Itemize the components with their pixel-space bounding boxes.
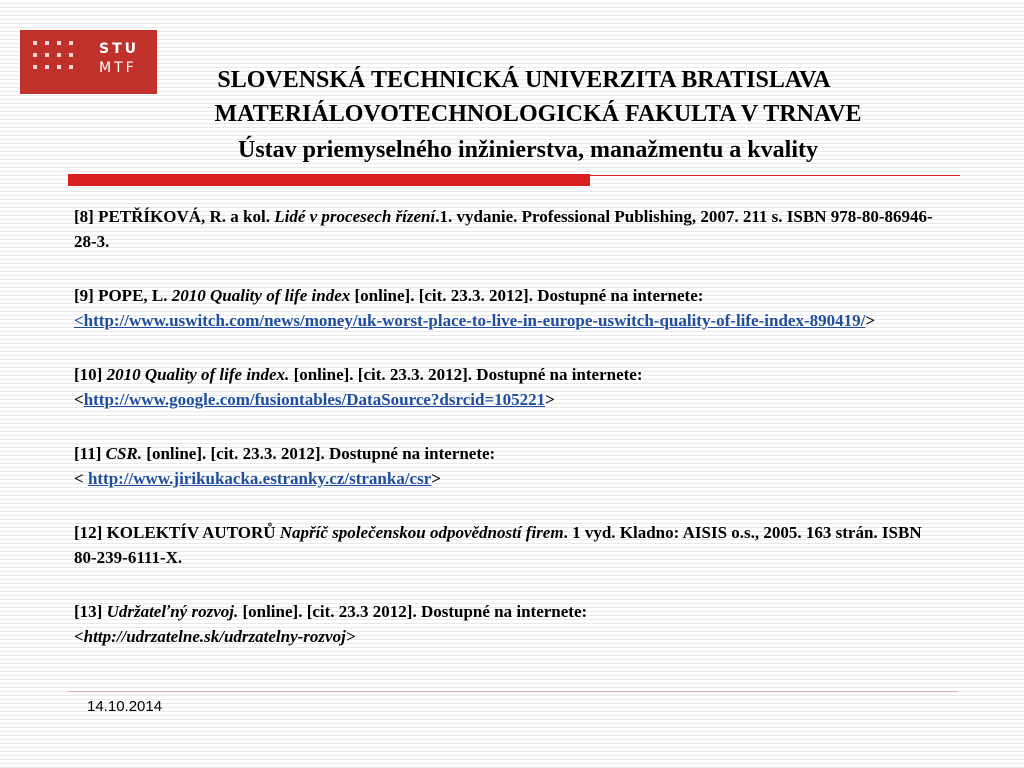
header-institute: Ústav priemyselného inžinierstva, manažmentu a kvality [238,137,818,163]
header-thin-rule [590,175,960,176]
reference-list [74,204,944,649]
reference-8-title: Lidé v procesech řízení [274,207,436,226]
reference-9: [9] POPE, L. 2010 Quality of life index [online]. [cit. 23.3. 2012]. Dostupné na internete: <http://www.uswitch.com/news/money/uk-worst-place-to-live-in-europe-uswitch-quality-of-life-index-890419/> [74,286,876,330]
reference-10: [10] 2010 Quality of life index. [online]. [cit. 23.3. 2012]. Dostupné na internete: <http://www.google.com/fusiontables/DataSource?dsrcid=105221> [74,365,643,409]
logo-dot-grid [33,41,73,69]
header-university: SLOVENSKÁ TECHNICKÁ UNIVERZITA BRATISLAVA [217,67,831,93]
footer-rule [68,691,958,692]
reference-13-url: <http://udrzatelne.sk/udrzatelny-rozvoj> [74,627,356,646]
reference-10-title: 2010 Quality of life index. [106,365,290,384]
reference-11-link[interactable]: http://www.jirikukacka.estranky.cz/stranka/csr [87,469,432,488]
reference-8: [8] PETŘÍKOVÁ, R. a kol. Lidé v procesech řízení.1. vydanie. Professional Publishing, 2007. 211 s. ISBN 978-80-86946-28-3. [74,207,933,251]
reference-13: [13] Udržateľný rozvoj. [online]. [cit. 23.3 2012]. Dostupné na internete: <http://udrzatelne.sk/udrzatelny-rozvoj> [74,602,588,646]
logo-text-mtf: MTF [99,60,137,76]
reference-9-title: 2010 Quality of life index [171,286,351,305]
reference-11: [11] CSR. [online]. [cit. 23.3. 2012]. Dostupné na internete: < http://www.jirikukacka.estranky.cz/stranka/csr> [74,444,496,488]
footer-date: 14.10.2014 [87,698,163,715]
reference-10-link[interactable]: http://www.google.com/fusiontables/DataSource?dsrcid=105221 [83,390,546,409]
header-red-bar [68,174,590,186]
reference-13-title: Udržateľný rozvoj. [106,602,239,621]
reference-11-title: CSR. [105,444,143,463]
header-faculty: MATERIÁLOVOTECHNOLOGICKÁ FAKULTA V TRNAVE [214,101,862,127]
logo-text-stu: STU [99,41,140,57]
reference-9-link[interactable]: <http://www.uswitch.com/news/money/uk-worst-place-to-live-in-europe-uswitch-quality-of-life-index-890419/ [74,311,866,330]
reference-12-title: Napříč společenskou odpovědností firem [279,523,564,542]
reference-12: [12] KOLEKTÍV AUTORŮ Napříč společenskou odpovědností firem. 1 vyd. Kladno: AISIS o.s., 2005. 163 strán. ISBN 80-239-6111-X. [74,523,922,567]
